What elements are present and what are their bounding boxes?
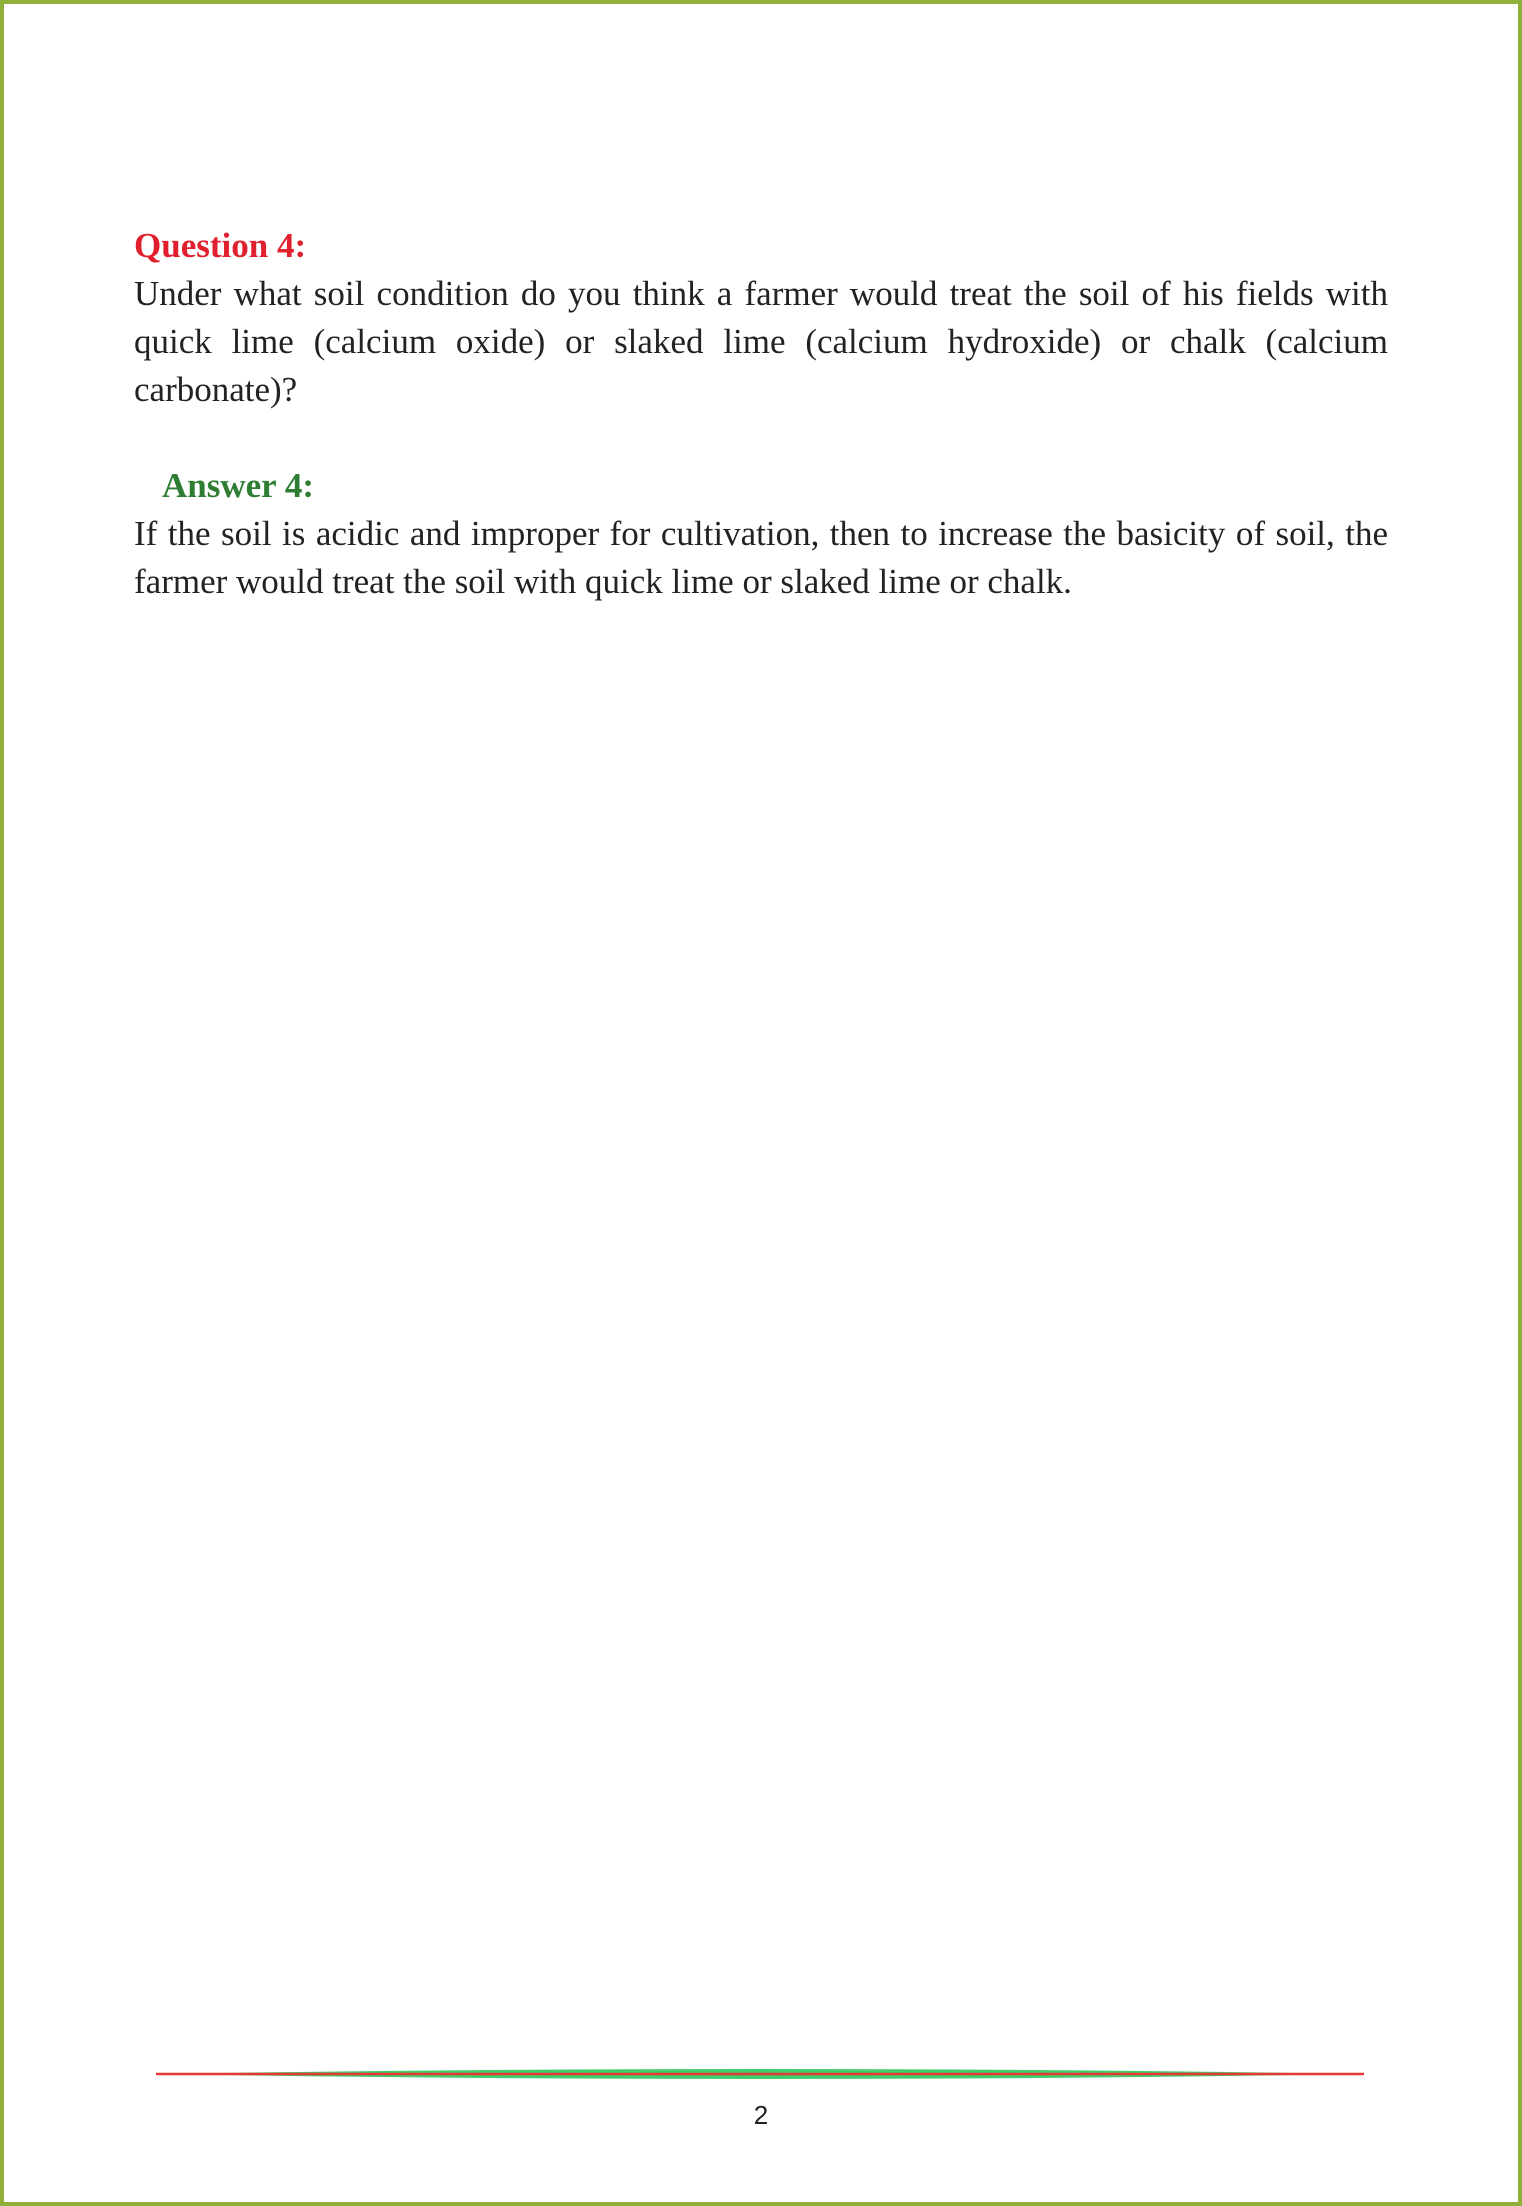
answer-text: If the soil is acidic and improper for cultivation, then to increase the basicity of soil, the farmer would treat the soil with quick lime or slaked lime or chalk. — [134, 514, 1388, 601]
question-text: Under what soil condition do you think a farmer would treat the soil of his fields with quick lime (calcium oxide) or slaked lime (calcium hydroxide) or chalk (calcium carbonate)? — [134, 274, 1388, 409]
question-heading: Question 4: — [134, 226, 307, 265]
answer-heading: Answer 4: — [162, 466, 314, 505]
document-content — [134, 222, 1388, 606]
footer-divider — [156, 2066, 1364, 2082]
page-number: 2 — [753, 2100, 769, 2130]
